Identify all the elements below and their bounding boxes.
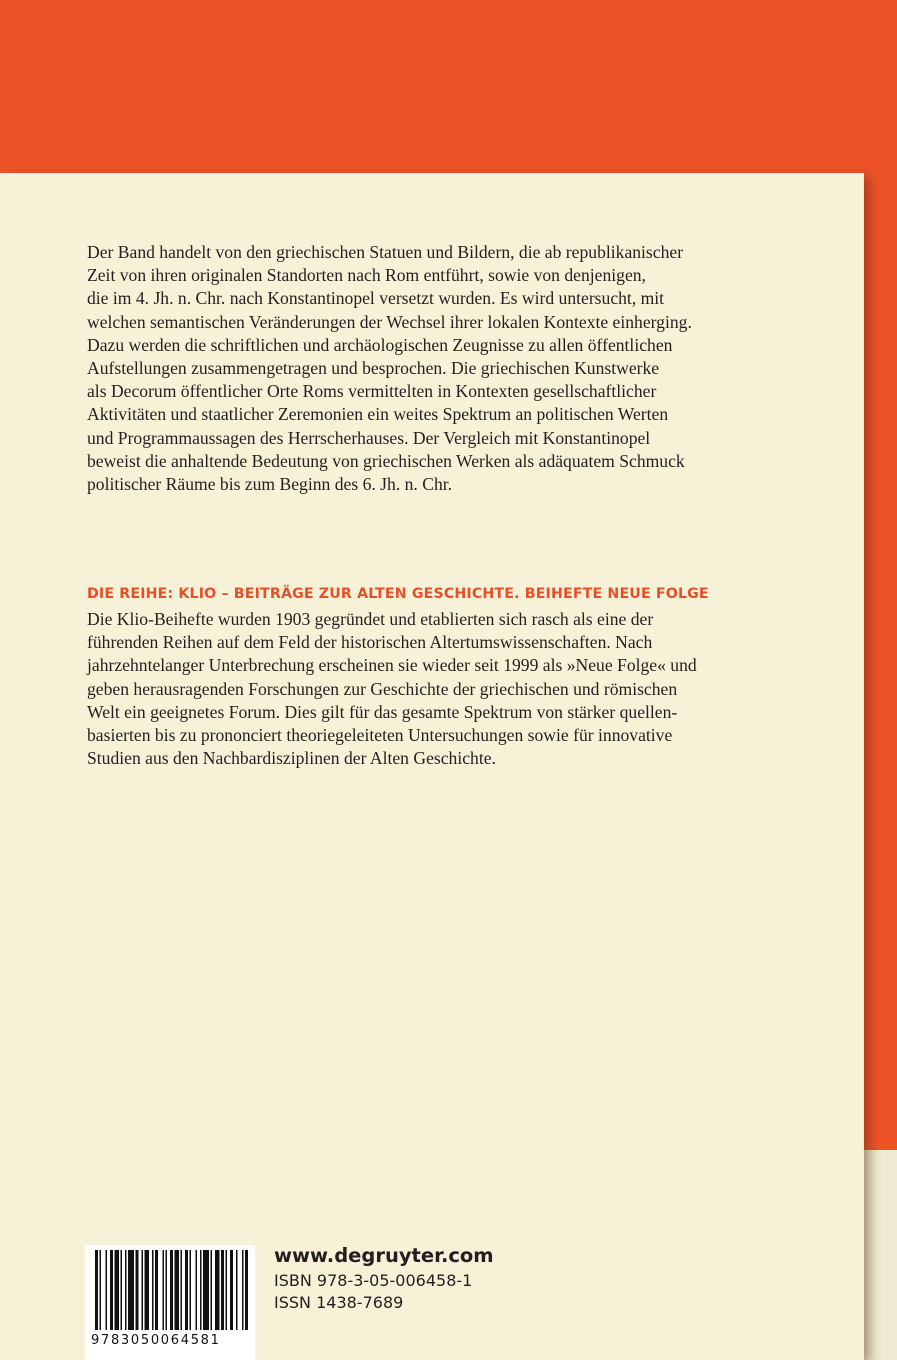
publisher-info — [274, 1242, 494, 1314]
barcode-bar — [221, 1250, 224, 1330]
barcode-bar — [100, 1250, 102, 1330]
barcode-bar — [203, 1250, 209, 1330]
barcode-bar — [128, 1250, 134, 1330]
series-line: Welt ein geeignetes Forum. Dies gilt für das gesamte Spektrum von stärker quellen- — [87, 701, 678, 722]
description-line: beweist die anhaltende Bedeutung von griechischen Werken als adäquatem Schmuck — [87, 450, 685, 471]
description-line: politischer Räume bis zum Beginn des 6. Jh. n. Chr. — [87, 474, 453, 495]
barcode-bar — [95, 1250, 98, 1330]
series-description — [87, 608, 787, 770]
series-line: jahrzehntelanger Unterbrechung erscheinen sie wieder seit 1999 als »Neue Folge« und — [87, 655, 697, 676]
barcode-bar — [185, 1250, 188, 1330]
barcode-bar — [155, 1250, 158, 1330]
barcode-bar — [170, 1250, 173, 1330]
description-line: welchen semantischen Veränderungen der Wechsel ihrer lokalen Kontexte einherging. — [87, 311, 692, 332]
isbn-barcode — [85, 1245, 255, 1360]
barcode-bar — [200, 1250, 202, 1330]
barcode-bar — [163, 1250, 165, 1330]
barcode-bar — [242, 1250, 244, 1330]
isbn-number: ISBN 978-3-05-006458-1 — [274, 1271, 473, 1290]
description-line: und Programmaussagen des Herrscherhauses. Der Vergleich mit Konstantinopel — [87, 427, 651, 448]
series-heading: DIE REIHE: KLIO – BEITRÄGE ZUR ALTEN GESCHICHTE. BEIHEFTE NEUE FOLGE — [87, 586, 709, 602]
description-line: als Decorum öffentlicher Orte Roms vermittelten in Kontexten gesellschaftlicher — [87, 381, 657, 402]
barcode-bar — [230, 1250, 233, 1330]
barcode-bar — [215, 1250, 220, 1330]
barcode-bar — [226, 1250, 228, 1330]
barcode-bar — [125, 1250, 127, 1330]
book-description — [87, 241, 787, 496]
barcode-bar — [211, 1250, 213, 1330]
issn-number: ISSN 1438-7689 — [274, 1293, 404, 1312]
barcode-bar — [152, 1250, 154, 1330]
barcode-bar — [190, 1250, 192, 1330]
description-line: Der Band handelt von den griechischen Statuen und Bildern, die ab republikanischer — [87, 242, 684, 262]
barcode-bar — [166, 1250, 168, 1330]
barcode-bar — [142, 1250, 144, 1330]
series-line: führenden Reihen auf dem Feld der historischen Altertumswissenschaften. Nach — [87, 632, 653, 653]
barcode-bar — [181, 1250, 183, 1330]
barcode-bar — [110, 1250, 113, 1330]
description-line: Dazu werden die schriftlichen und archäologischen Zeugnisse zu allen öffentlichen — [87, 334, 673, 355]
series-line: Die Klio-Beihefte wurden 1903 gegründet und etablierten sich rasch als eine der — [87, 609, 654, 629]
description-line: die im 4. Jh. n. Chr. nach Konstantinopel versetzt wurden. Es wird untersucht, mit — [87, 288, 665, 309]
back-strip — [860, 1150, 897, 1360]
description-line: Aktivitäten und staatlicher Zeremonien ein weites Spektrum an politischen Werten — [87, 404, 669, 425]
barcode-bar — [196, 1250, 198, 1330]
barcode-bar — [115, 1250, 120, 1330]
description-line: Zeit von ihren originalen Standorten nach Rom entführt, sowie von denjenigen, — [87, 265, 646, 286]
description-line: Aufstellungen zusammengetragen und besprochen. Die griechischen Kunstwerke — [87, 358, 660, 379]
barcode-bars — [93, 1250, 249, 1330]
barcode-digits: 9783050064581 — [91, 1333, 221, 1348]
series-line: geben herausragenden Forschungen zur Geschichte der griechischen und römischen — [87, 678, 678, 699]
barcode-bar — [175, 1250, 180, 1330]
publisher-url[interactable]: www.degruyter.com — [274, 1244, 494, 1267]
barcode-bar — [136, 1250, 139, 1330]
barcode-bar — [121, 1250, 123, 1330]
barcode-bar — [245, 1250, 248, 1330]
barcode-bar — [106, 1250, 108, 1330]
series-line: basierten bis zu prononciert theoriegeleiteten Untersuchungen sowie für innovative — [87, 725, 673, 746]
barcode-bar — [236, 1250, 238, 1330]
back-cover-panel — [0, 173, 864, 1360]
barcode-bar — [145, 1250, 150, 1330]
series-line: Studien aus den Nachbardisziplinen der Alten Geschichte. — [87, 748, 496, 769]
